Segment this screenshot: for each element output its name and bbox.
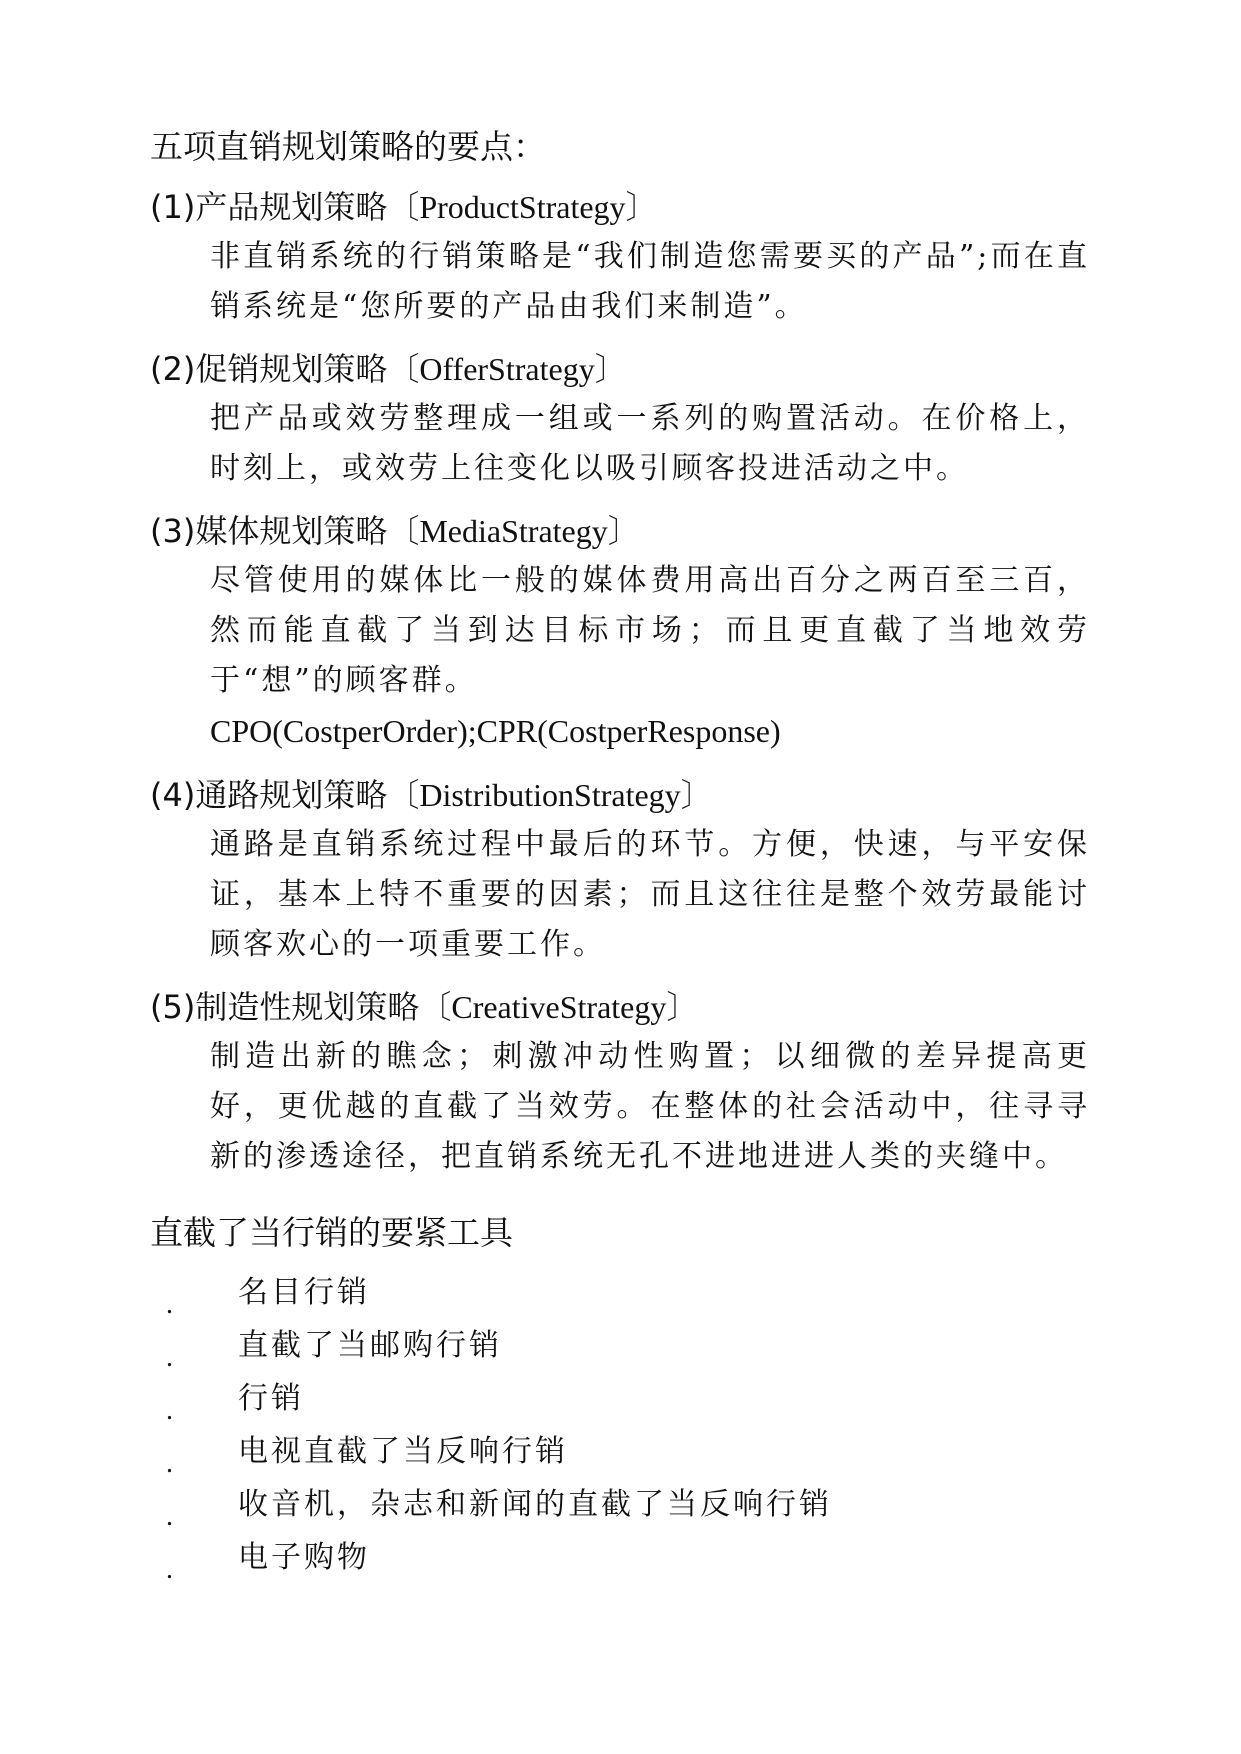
- strategy-media: [150, 506, 1090, 758]
- strategy-title: [150, 982, 1090, 1032]
- strategy-body: 非直销系统的行销策略是“我们制造您需要买的产品”;而在直销系统是“您所要的产品由我们来制造”。: [210, 239, 1090, 324]
- bullet-dot: .: [166, 1342, 176, 1373]
- list-item: [150, 1425, 1090, 1478]
- strategy-title-en: 〔DistributionStrategy〕: [387, 777, 713, 813]
- strategy-title-cn: (3)媒体规划策略: [150, 512, 388, 550]
- bullet-dot: .: [166, 1448, 176, 1479]
- strategy-body: 把产品或效劳整理成一组或一系列的购置活动。在价格上，时刻上，或效劳上往变化以吸引顾客投进活动之中。: [210, 401, 1090, 486]
- list-item: [150, 1372, 1090, 1425]
- strategy-distribution: [150, 770, 1090, 970]
- strategy-title-cn: (1)产品规划策略: [150, 188, 388, 226]
- document-page: [150, 118, 1090, 1584]
- list-item: [150, 1531, 1090, 1584]
- main-heading: 五项直销规划策略的要点：: [150, 127, 546, 166]
- strategy-body: [210, 556, 1090, 758]
- bullet-dot: .: [166, 1554, 176, 1585]
- list-item: [150, 1266, 1090, 1319]
- strategy-title-cn: (4)通路规划策略: [150, 776, 388, 814]
- list-item-text: 收音机，杂志和新闻的直截了当反响行销: [238, 1487, 832, 1522]
- list-item-text: 行销: [238, 1381, 304, 1416]
- strategy-title-cn: (2)促销规划策略: [150, 350, 388, 388]
- strategy-body-latin: CPO(CostperOrder);CPR(CostperResponse): [210, 713, 781, 749]
- list-item: [150, 1478, 1090, 1531]
- strategy-title: [150, 182, 1090, 232]
- list-item-text: 直截了当邮购行销: [238, 1328, 502, 1363]
- list-item-text: 电视直截了当反响行销: [238, 1434, 568, 1469]
- strategy-title-en: 〔CreativeStrategy〕: [419, 989, 699, 1025]
- strategy-offer: [150, 344, 1090, 494]
- strategy-title-en: 〔ProductStrategy〕: [387, 189, 658, 225]
- strategy-title: [150, 506, 1090, 556]
- strategy-title: [150, 344, 1090, 394]
- bullet-dot: .: [166, 1395, 176, 1426]
- bullet-dot: .: [166, 1289, 176, 1320]
- bullet-dot: .: [166, 1501, 176, 1532]
- tools-heading: 直截了当行销的要紧工具: [150, 1213, 513, 1252]
- strategy-body: 制造出新的瞧念；刺激冲动性购置；以细微的差异提高更好，更优越的直截了当效劳。在整体的社会活动中，往寻寻新的渗透途径，把直销系统无孔不进地进进人类的夹缝中。: [210, 1039, 1090, 1174]
- strategy-title: [150, 770, 1090, 820]
- strategy-title-cn: (5)制造性规划策略: [150, 988, 420, 1026]
- strategy-creative: [150, 982, 1090, 1182]
- strategy-body-text: 尽管使用的媒体比一般的媒体费用高出百分之两百至三百，然而能直截了当到达目标市场；而且更直截了当地效劳于“想”的顾客群。: [210, 563, 1090, 698]
- tools-list: [150, 1266, 1090, 1584]
- strategy-title-en: 〔MediaStrategy〕: [387, 513, 640, 549]
- list-item: [150, 1319, 1090, 1372]
- list-item-text: 电子购物: [238, 1540, 370, 1575]
- strategy-body: 通路是直销系统过程中最后的环节。方便，快速，与平安保证，基本上特不重要的因素；而且这往往是整个效劳最能讨顾客欢心的一项重要工作。: [210, 827, 1090, 962]
- strategy-title-en: 〔OfferStrategy〕: [387, 351, 627, 387]
- strategy-product: [150, 182, 1090, 332]
- list-item-text: 名目行销: [238, 1275, 370, 1310]
